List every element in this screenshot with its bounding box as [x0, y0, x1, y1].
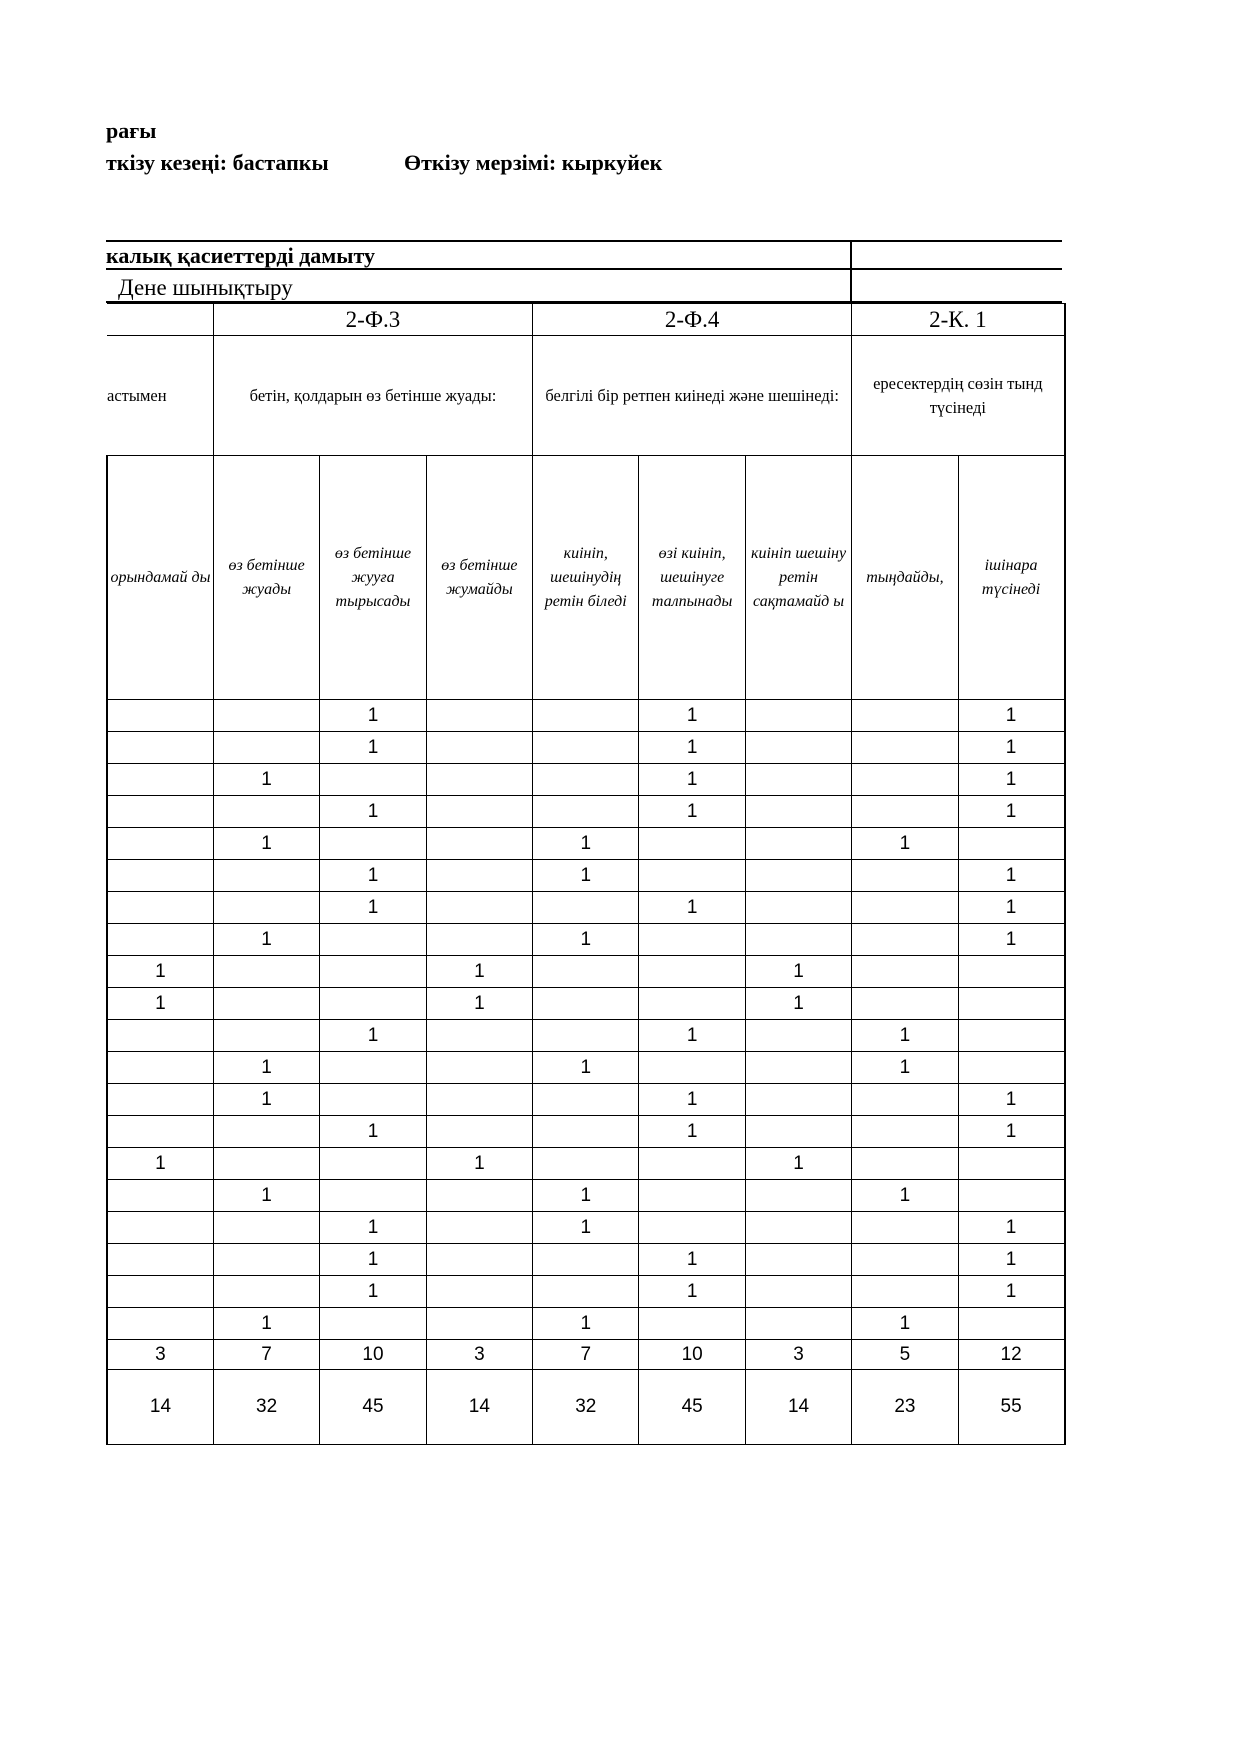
- code-row: [107, 304, 1065, 336]
- criteria-row: [107, 456, 1065, 700]
- table-row-cell: [213, 732, 319, 764]
- table-row-cell: [213, 1020, 319, 1052]
- table-row-cell: [745, 764, 851, 796]
- table-row-cell: 1: [320, 1244, 426, 1276]
- table-row-cell: [533, 892, 639, 924]
- description-cell: белгілі бір ретпен киінеді және шешінеді:: [533, 336, 852, 456]
- stage-label: ткізу кезеңі: бастапкы: [106, 150, 329, 175]
- table-row-cell: 1: [533, 1212, 639, 1244]
- table-row-cell: [745, 700, 851, 732]
- table-row-cell: 1: [320, 1116, 426, 1148]
- table-row-cell: [639, 1180, 745, 1212]
- table-row-cell: [107, 732, 213, 764]
- table-row-cell: 1: [213, 1084, 319, 1116]
- table-row-cell: [320, 924, 426, 956]
- percent-row-cell: 45: [320, 1370, 426, 1445]
- table-row-cell: [426, 796, 532, 828]
- table-row-cell: [213, 892, 319, 924]
- table-row-cell: [426, 732, 532, 764]
- description-cell: бетін, қолдарын өз бетінше жуады:: [213, 336, 532, 456]
- table-row-cell: [107, 1180, 213, 1212]
- percent-row-cell: 14: [107, 1370, 213, 1445]
- table-row-cell: [745, 1276, 851, 1308]
- percent-row-cell: 14: [745, 1370, 851, 1445]
- percent-row-cell: 14: [426, 1370, 532, 1445]
- table-row-cell: 1: [958, 700, 1064, 732]
- table-row-cell: [320, 1052, 426, 1084]
- table-row-cell: [852, 956, 958, 988]
- table-row: [107, 924, 1065, 956]
- table-row-cell: [426, 1020, 532, 1052]
- table-row: [107, 1052, 1065, 1084]
- percent-row-cell: 32: [533, 1370, 639, 1445]
- table-row-cell: [426, 1212, 532, 1244]
- criterion-cell: өз бетінше жуады: [213, 456, 319, 700]
- table-row-cell: [107, 1244, 213, 1276]
- description-cell: астымен: [107, 336, 213, 456]
- table-row-cell: [639, 1148, 745, 1180]
- table-row-cell: [213, 956, 319, 988]
- table-row-cell: 1: [320, 732, 426, 764]
- table-row: [107, 796, 1065, 828]
- table-row-cell: [426, 924, 532, 956]
- table-row-cell: [213, 1148, 319, 1180]
- table-row: [107, 892, 1065, 924]
- code-cell: 2-К. 1: [852, 304, 1065, 336]
- table-row-cell: 1: [320, 1212, 426, 1244]
- table-row-cell: [958, 1052, 1064, 1084]
- table-row: [107, 1276, 1065, 1308]
- table-row-cell: [213, 1276, 319, 1308]
- table-row-cell: 1: [852, 828, 958, 860]
- title-divider: [850, 240, 852, 303]
- table-row-cell: [745, 1180, 851, 1212]
- totals-row-cell: 12: [958, 1340, 1064, 1370]
- totals-row-cell: 3: [426, 1340, 532, 1370]
- table-row-cell: 1: [958, 1212, 1064, 1244]
- table-row-cell: [320, 988, 426, 1020]
- table-row-cell: 1: [320, 860, 426, 892]
- criterion-cell: өз бетінше жууға тырысады: [320, 456, 426, 700]
- table-row-cell: [426, 860, 532, 892]
- table-row-cell: [958, 1180, 1064, 1212]
- document-header-title: рағы: [106, 118, 157, 143]
- table-row-cell: [107, 700, 213, 732]
- table-row-cell: 1: [958, 860, 1064, 892]
- code-cell: 2-Ф.3: [213, 304, 532, 336]
- table-row-cell: [107, 828, 213, 860]
- table-row-cell: [213, 860, 319, 892]
- table-row-cell: [852, 1276, 958, 1308]
- table-row-cell: 1: [745, 1148, 851, 1180]
- table-row-cell: [745, 796, 851, 828]
- table-row-cell: [958, 988, 1064, 1020]
- table-row-cell: [745, 1084, 851, 1116]
- table-row-cell: [107, 1084, 213, 1116]
- table-row-cell: 1: [107, 988, 213, 1020]
- table-row: [107, 1212, 1065, 1244]
- totals-row-cell: 7: [213, 1340, 319, 1370]
- table-row-cell: 1: [958, 796, 1064, 828]
- table-row-cell: [426, 1052, 532, 1084]
- table-row-cell: [533, 764, 639, 796]
- table-row-cell: [852, 924, 958, 956]
- table-row-cell: [320, 956, 426, 988]
- table-row-cell: [745, 1308, 851, 1340]
- table-row-cell: [107, 1116, 213, 1148]
- table-row-cell: 1: [958, 764, 1064, 796]
- table-row-cell: 1: [533, 860, 639, 892]
- table-row-cell: [213, 988, 319, 1020]
- table-row-cell: [320, 1148, 426, 1180]
- table-row-cell: [745, 1020, 851, 1052]
- table-row-cell: 1: [639, 1116, 745, 1148]
- table-row: [107, 1116, 1065, 1148]
- table-row-cell: [958, 1308, 1064, 1340]
- percent-row-cell: 45: [639, 1370, 745, 1445]
- table-row-cell: [852, 1212, 958, 1244]
- table-row-cell: 1: [213, 764, 319, 796]
- table-row-cell: [639, 828, 745, 860]
- table-row: [107, 764, 1065, 796]
- table-row-cell: 1: [107, 956, 213, 988]
- table-row-cell: [426, 1244, 532, 1276]
- table-row-cell: [107, 892, 213, 924]
- table-row-cell: 1: [533, 924, 639, 956]
- table-row-cell: 1: [745, 956, 851, 988]
- table-row-cell: 1: [639, 700, 745, 732]
- table-row-cell: [852, 1244, 958, 1276]
- table-row-cell: 1: [533, 1180, 639, 1212]
- table-row-cell: 1: [320, 796, 426, 828]
- description-row: [107, 336, 1065, 456]
- table-row-cell: [213, 1212, 319, 1244]
- subsection-title: Дене шынықтыру: [118, 275, 293, 300]
- table-row-cell: 1: [639, 1276, 745, 1308]
- criterion-cell: киініп, шешінудің ретін біледі: [533, 456, 639, 700]
- table-row: [107, 828, 1065, 860]
- term-label: Өткізу мерзімі: кыркуйек: [404, 150, 663, 175]
- table-row-cell: 1: [958, 924, 1064, 956]
- criterion-cell: тыңдайды,: [852, 456, 958, 700]
- table-row-cell: [852, 1116, 958, 1148]
- table-row: [107, 700, 1065, 732]
- totals-row: [107, 1340, 1065, 1370]
- table-row-cell: 1: [213, 924, 319, 956]
- table-row-cell: [107, 796, 213, 828]
- table-row-cell: [852, 764, 958, 796]
- table-row-cell: [426, 764, 532, 796]
- table-row-cell: [426, 1116, 532, 1148]
- table-row-cell: [426, 892, 532, 924]
- totals-row-cell: 7: [533, 1340, 639, 1370]
- table-row: [107, 1308, 1065, 1340]
- table-row-cell: [107, 924, 213, 956]
- table-row-cell: [533, 956, 639, 988]
- totals-row-cell: 3: [107, 1340, 213, 1370]
- table-row-cell: [639, 860, 745, 892]
- table-row-cell: [107, 1308, 213, 1340]
- table-row-cell: 1: [958, 1084, 1064, 1116]
- table-row-cell: 1: [958, 1244, 1064, 1276]
- table-row-cell: 1: [426, 988, 532, 1020]
- table-row-cell: [745, 924, 851, 956]
- table-row-cell: [533, 732, 639, 764]
- percent-row-cell: 23: [852, 1370, 958, 1445]
- table-row-cell: [107, 1276, 213, 1308]
- table-row-cell: [533, 1276, 639, 1308]
- table-row-cell: [852, 892, 958, 924]
- table-row-cell: 1: [852, 1052, 958, 1084]
- table-row-cell: [533, 1020, 639, 1052]
- table-row-cell: 1: [426, 1148, 532, 1180]
- table-row-cell: [426, 828, 532, 860]
- table-row: [107, 1244, 1065, 1276]
- percent-row-cell: 55: [958, 1370, 1064, 1445]
- table-row: [107, 1148, 1065, 1180]
- table-row-cell: [639, 1212, 745, 1244]
- table-row-cell: [852, 860, 958, 892]
- table-row-cell: [958, 828, 1064, 860]
- table-row-cell: [107, 764, 213, 796]
- table-row-cell: [852, 1148, 958, 1180]
- table-row-cell: [745, 828, 851, 860]
- table-row-cell: 1: [213, 1052, 319, 1084]
- table-row-cell: [533, 796, 639, 828]
- table-row: [107, 1084, 1065, 1116]
- table-row-cell: [426, 1276, 532, 1308]
- code-cell: 2-Ф.4: [533, 304, 852, 336]
- table-row-cell: [533, 1148, 639, 1180]
- table-row-cell: [639, 924, 745, 956]
- table-row-cell: [745, 1244, 851, 1276]
- criterion-cell: ішінара түсінеді: [958, 456, 1064, 700]
- table-row-cell: [639, 988, 745, 1020]
- table-row: [107, 1020, 1065, 1052]
- table-row-cell: [426, 700, 532, 732]
- criterion-cell: орындамай ды: [107, 456, 213, 700]
- table-row-cell: 1: [958, 892, 1064, 924]
- table-row-cell: [745, 1116, 851, 1148]
- table-row-cell: [745, 1212, 851, 1244]
- table-row-cell: 1: [639, 1084, 745, 1116]
- table-row-cell: [213, 1244, 319, 1276]
- table-row-cell: [745, 892, 851, 924]
- table-row: [107, 988, 1065, 1020]
- table-row-cell: [639, 1052, 745, 1084]
- table-row-cell: [533, 1244, 639, 1276]
- table-row-cell: [320, 1084, 426, 1116]
- table-row-cell: 1: [107, 1148, 213, 1180]
- table-row-cell: [320, 1180, 426, 1212]
- criterion-cell: киініп шешіну ретін сақтамайд ы: [745, 456, 851, 700]
- table-row-cell: [639, 1308, 745, 1340]
- table-row-cell: [213, 796, 319, 828]
- table-row-cell: 1: [533, 828, 639, 860]
- table-row-cell: [320, 1308, 426, 1340]
- table-row-cell: 1: [958, 1116, 1064, 1148]
- table-row-cell: [639, 956, 745, 988]
- code-cell: [107, 304, 213, 336]
- table-row-cell: 1: [533, 1308, 639, 1340]
- table-row-cell: [533, 1084, 639, 1116]
- table-row-cell: [426, 1308, 532, 1340]
- totals-row-cell: 10: [639, 1340, 745, 1370]
- table-row-cell: [320, 764, 426, 796]
- table-row-cell: 1: [852, 1180, 958, 1212]
- table-row-cell: 1: [213, 828, 319, 860]
- table-row: [107, 860, 1065, 892]
- table-row-cell: 1: [533, 1052, 639, 1084]
- assessment-sheet: [106, 240, 1062, 1450]
- assessment-table: [106, 303, 1066, 1445]
- table-row-cell: [852, 988, 958, 1020]
- table-row-cell: 1: [426, 956, 532, 988]
- table-row-cell: [107, 1020, 213, 1052]
- table-row-cell: 1: [639, 764, 745, 796]
- criterion-cell: өзі киініп, шешінуге талпынады: [639, 456, 745, 700]
- table-row-cell: 1: [639, 892, 745, 924]
- table-row-cell: [852, 1084, 958, 1116]
- percent-row-cell: 32: [213, 1370, 319, 1445]
- table-row: [107, 732, 1065, 764]
- table-row-cell: 1: [213, 1180, 319, 1212]
- table-row-cell: [958, 956, 1064, 988]
- table-row-cell: [745, 860, 851, 892]
- table-row-cell: [107, 860, 213, 892]
- table-row-cell: [320, 828, 426, 860]
- table-row-cell: 1: [320, 1276, 426, 1308]
- table-row-cell: [213, 700, 319, 732]
- table-row-cell: [958, 1020, 1064, 1052]
- table-row-cell: 1: [852, 1020, 958, 1052]
- table-row-cell: [852, 796, 958, 828]
- table-row-cell: 1: [639, 796, 745, 828]
- totals-row-cell: 5: [852, 1340, 958, 1370]
- table-row-cell: [852, 732, 958, 764]
- table-row-cell: [213, 1116, 319, 1148]
- table-row-cell: [426, 1084, 532, 1116]
- table-row-cell: 1: [639, 1244, 745, 1276]
- section-title: калық қасиеттерді дамыту: [106, 243, 375, 268]
- totals-row-cell: 3: [745, 1340, 851, 1370]
- table-row-cell: [745, 732, 851, 764]
- table-row-cell: 1: [958, 1276, 1064, 1308]
- table-row-cell: [533, 700, 639, 732]
- totals-row-cell: 10: [320, 1340, 426, 1370]
- table-row-cell: [533, 1116, 639, 1148]
- table-row-cell: 1: [852, 1308, 958, 1340]
- table-row-cell: 1: [320, 700, 426, 732]
- table-row-cell: [426, 1180, 532, 1212]
- table-row-cell: [852, 700, 958, 732]
- table-row-cell: 1: [320, 1020, 426, 1052]
- table-row-cell: 1: [320, 892, 426, 924]
- table-row-cell: [958, 1148, 1064, 1180]
- table-row-cell: [745, 1052, 851, 1084]
- table-row-cell: [533, 988, 639, 1020]
- table-row-cell: 1: [958, 732, 1064, 764]
- table-row-cell: [107, 1212, 213, 1244]
- table-row: [107, 1180, 1065, 1212]
- table-row-cell: 1: [639, 732, 745, 764]
- criterion-cell: өз бетінше жумайды: [426, 456, 532, 700]
- table-row-cell: 1: [745, 988, 851, 1020]
- table-row-cell: [107, 1052, 213, 1084]
- table-row-cell: 1: [639, 1020, 745, 1052]
- description-cell: ересектердің сөзін тынд түсінеді: [852, 336, 1065, 456]
- table-row: [107, 956, 1065, 988]
- table-row-cell: 1: [213, 1308, 319, 1340]
- percent-row: [107, 1370, 1065, 1445]
